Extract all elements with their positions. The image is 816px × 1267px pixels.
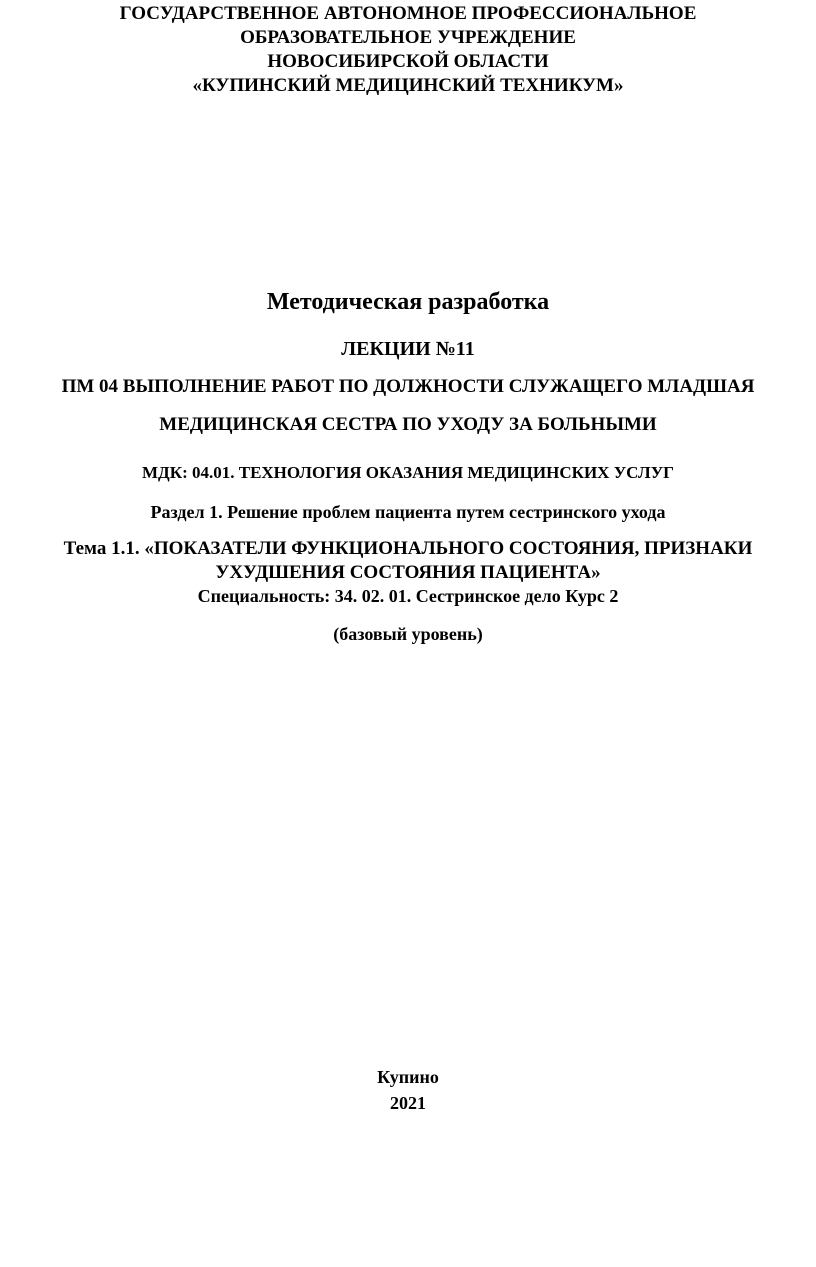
institution-line-2: ОБРАЗОВАТЕЛЬНОЕ УЧРЕЖДЕНИЕ xyxy=(240,27,576,48)
lecture-number: ЛЕКЦИИ №11 xyxy=(341,338,475,360)
specialty-line: Специальность: 34. 02. 01. Сестринское дело Курс 2 xyxy=(197,586,619,606)
mdk-line: МДК: 04.01. ТЕХНОЛОГИЯ ОКАЗАНИЯ МЕДИЦИНСКИХ УСЛУГ xyxy=(142,463,674,482)
section-line: Раздел 1. Решение проблем пациента путем сестринского ухода xyxy=(150,502,666,522)
institution-line-4: «КУПИНСКИЙ МЕДИЦИНСКИЙ ТЕХНИКУМ» xyxy=(192,75,624,96)
city: Купино xyxy=(377,1067,439,1087)
topic-line-1: Тема 1.1. «ПОКАЗАТЕЛИ ФУНКЦИОНАЛЬНОГО СОСТОЯНИЯ, ПРИЗНАКИ xyxy=(63,538,753,559)
topic-line-2: УХУДШЕНИЯ СОСТОЯНИЯ ПАЦИЕНТА» xyxy=(215,562,601,583)
level-line: (базовый уровень) xyxy=(333,624,483,644)
module-line-1: ПМ 04 ВЫПОЛНЕНИЕ РАБОТ ПО ДОЛЖНОСТИ СЛУЖАЩЕГО МЛАДШАЯ xyxy=(61,376,755,397)
year: 2021 xyxy=(390,1093,426,1113)
institution-line-3: НОВОСИБИРСКОЙ ОБЛАСТИ xyxy=(267,51,549,72)
document-title: Методическая разработка xyxy=(266,289,550,315)
institution-line-1: ГОСУДАРСТВЕННОЕ АВТОНОМНОЕ ПРОФЕССИОНАЛЬНОЕ xyxy=(119,3,697,24)
module-line-2: МЕДИЦИНСКАЯ СЕСТРА ПО УХОДУ ЗА БОЛЬНЫМИ xyxy=(159,414,657,435)
